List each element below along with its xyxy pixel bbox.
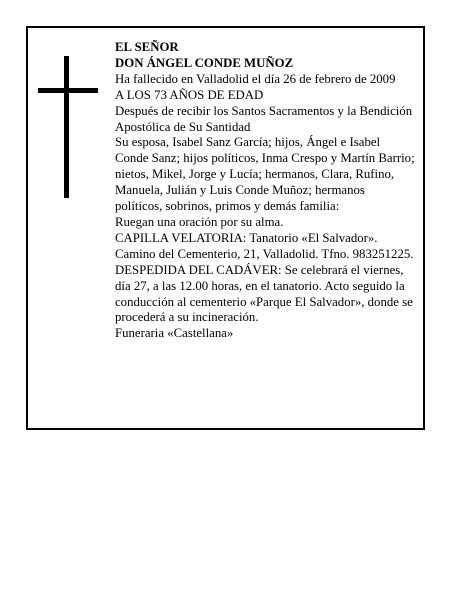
sacraments-line: Después de recibir los Santos Sacramentos y la Bendición Apostólica de Su Santidad (115, 103, 413, 134)
family-list: Su esposa, Isabel Sanz García; hijos, Ángel e Isabel Conde Sanz; hijos políticos, Inma Crespo y Martín Barrio; nietos, Mikel, Jorge y Lucía; hermanos, Clara, Rufino, Manuela, Julián y Luis Conde Muñoz; hermanos políticos, sobrinos, primos y demás familia: (115, 135, 415, 214)
farewell-info: DESPEDIDA DEL CADÁVER: Se celebrará el viernes, día 27, a las 12.00 horas, en el tanatorio. Acto seguido la conducción al cementerio «Parque El Salvador», donde se procederá a su incineración. (115, 262, 413, 325)
age-line: A LOS 73 AÑOS DE EDAD (115, 87, 264, 102)
death-info: Ha fallecido en Valladolid el día 26 de febrero de 2009 (115, 71, 396, 86)
cross-vertical-bar (64, 56, 69, 198)
notice-text (115, 40, 415, 342)
obituary-notice (26, 26, 425, 430)
title-line-1: EL SEÑOR (115, 40, 179, 54)
funeral-home: Funeraria «Castellana» (115, 326, 234, 341)
cross-horizontal-bar (38, 88, 98, 93)
cross-icon (38, 56, 98, 198)
prayer-request: Ruegan una oración por su alma. (115, 214, 284, 229)
chapel-info: CAPILLA VELATORIA: Tanatorio «El Salvador». Camino del Cementerio, 21, Valladolid. Tfno. 983251225. (115, 230, 414, 261)
deceased-name: DON ÁNGEL CONDE MUÑOZ (115, 55, 294, 70)
